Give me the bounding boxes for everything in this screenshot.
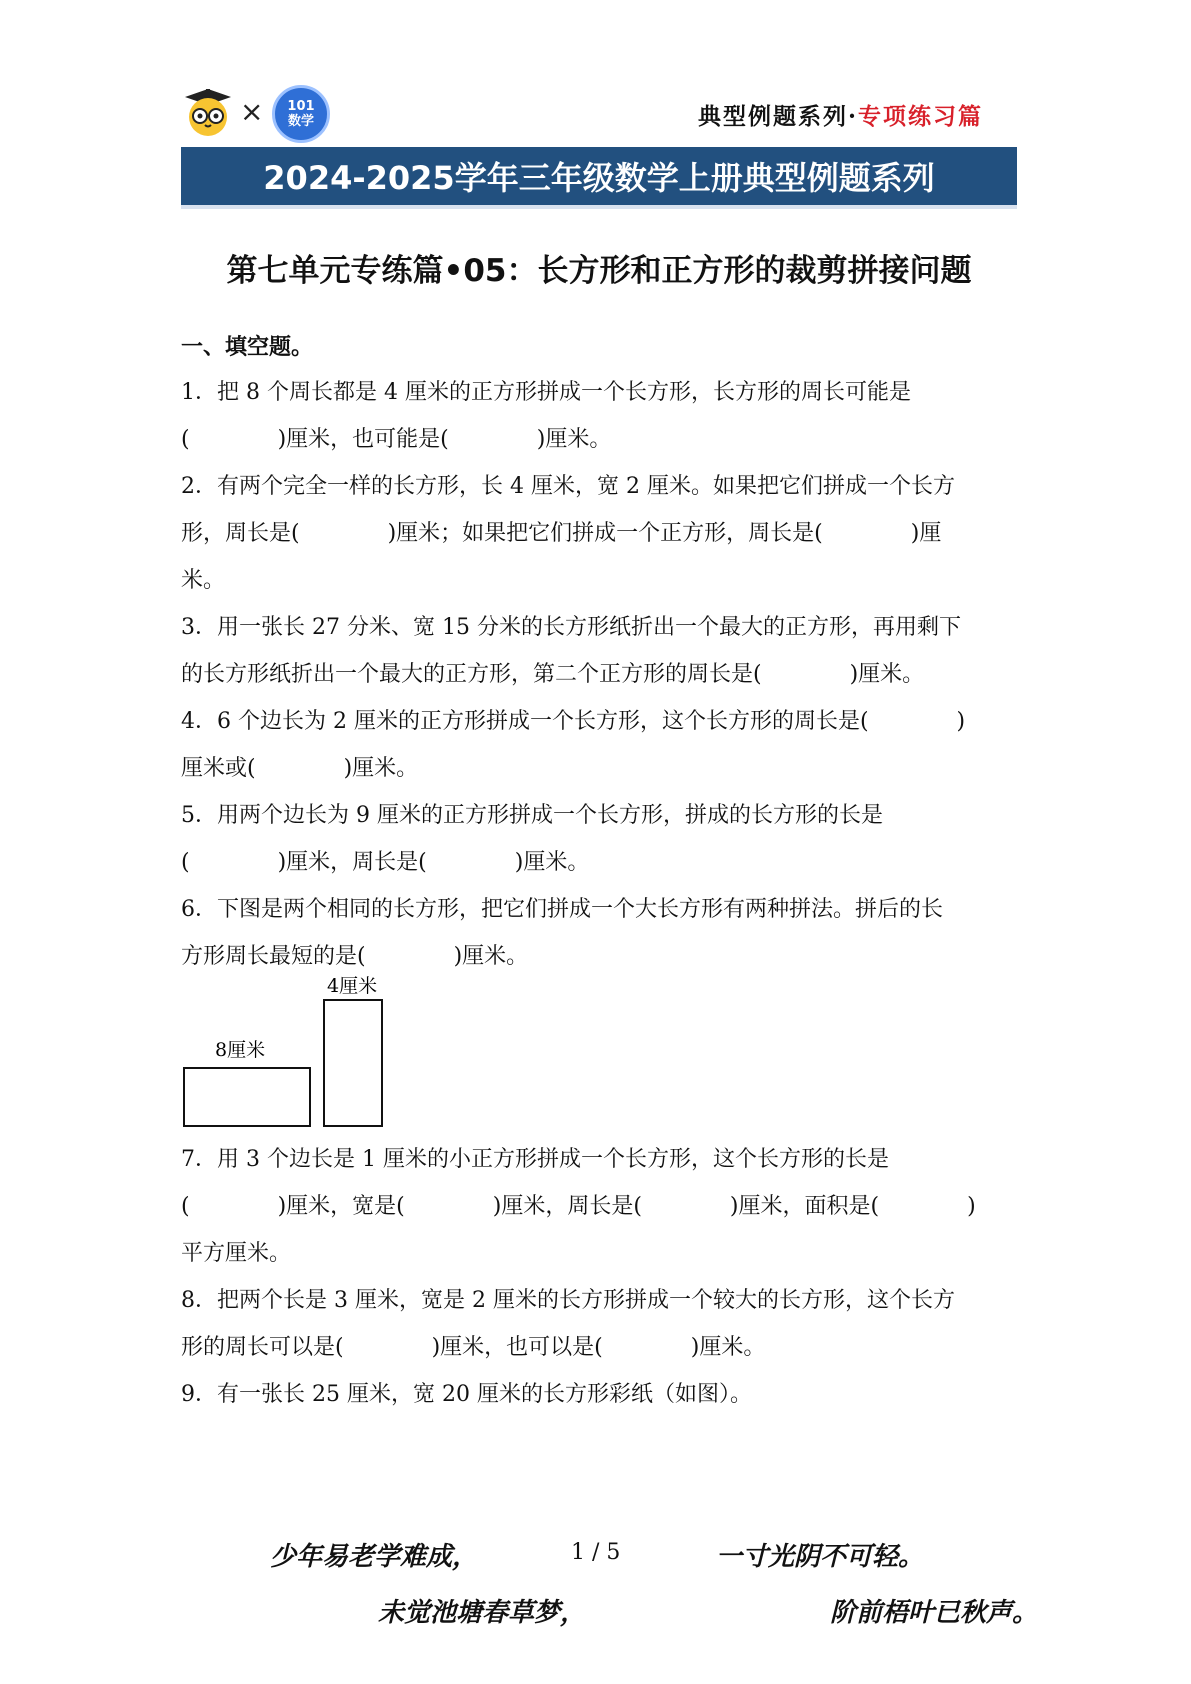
label-4cm: 4厘米	[327, 975, 378, 997]
series-dot: ·	[847, 103, 858, 130]
math101-logo-icon	[272, 85, 330, 143]
owl-logo-icon	[183, 87, 233, 137]
question-3-line-1: 3．用一张长 27 分米、宽 15 分米的长方形纸折出一个最大的正方形，再用剩下	[181, 615, 961, 640]
question-8-line-2: 形的周长可以是( )厘米，也可以是( )厘米。	[181, 1335, 766, 1360]
vertical-rectangle	[324, 1000, 382, 1126]
section-heading: 一、填空题。	[181, 335, 314, 360]
question-7-line-3: 平方厘米。	[181, 1241, 292, 1266]
series-left: 典型例题系列	[697, 103, 848, 130]
question-1-line-2: ( )厘米，也可能是( )厘米。	[181, 427, 612, 452]
question-5-line-1: 5．用两个边长为 9 厘米的正方形拼成一个长方形，拼成的长方形的长是	[181, 803, 883, 828]
question-7-line-1: 7．用 3 个边长是 1 厘米的小正方形拼成一个长方形，这个长方形的长是	[181, 1147, 889, 1172]
horizontal-rectangle	[184, 1068, 310, 1126]
math101-logo-text: 101 数学	[287, 99, 315, 129]
question-5-line-2: ( )厘米，周长是( )厘米。	[181, 850, 590, 875]
question-6-line-2: 方形周长最短的是( )厘米。	[181, 944, 529, 969]
question-8-line-1: 8．把两个长是 3 厘米，宽是 2 厘米的长方形拼成一个较大的长方形，这个长方	[181, 1288, 955, 1313]
question-4-line-2: 厘米或( )厘米。	[181, 756, 419, 781]
question-7-line-2: ( )厘米，宽是( )厘米，周长是( )厘米，面积是( )	[181, 1194, 976, 1219]
question-2-line-1: 2．有两个完全一样的长方形，长 4 厘米，宽 2 厘米。如果把它们拼成一个长方	[181, 474, 955, 499]
question-6-line-1: 6．下图是两个相同的长方形，把它们拼成一个大长方形有两种拼法。拼后的长	[181, 897, 943, 922]
rectangles-figure	[181, 975, 401, 1144]
label-8cm: 8厘米	[215, 1039, 266, 1061]
poem-line-1: 少年易老学难成，	[270, 1542, 479, 1572]
poem-line-2: 一寸光阴不可轻。	[716, 1542, 925, 1572]
banner-title: 2024-2025学年三年级数学上册典型例题系列	[263, 159, 935, 197]
header-banner	[181, 147, 1017, 209]
question-4-line-1: 4．6 个边长为 2 厘米的正方形拼成一个长方形，这个长方形的周长是( )	[181, 709, 966, 734]
question-2-line-2: 形，周长是( )厘米；如果把它们拼成一个正方形，周长是( )厘	[181, 521, 942, 546]
logo-separator: ×	[240, 95, 264, 128]
page-number: 1 / 5	[571, 1540, 621, 1565]
question-2-line-3: 米。	[181, 568, 226, 593]
question-1-line-1: 1．把 8 个周长都是 4 厘米的正方形拼成一个长方形，长方形的周长可能是	[181, 380, 911, 405]
poem-line-3: 未觉池塘春草梦，	[378, 1598, 587, 1628]
question-9-line-1: 9．有一张长 25 厘米，宽 20 厘米的长方形彩纸（如图）。	[181, 1382, 752, 1407]
question-3-line-2: 的长方形纸折出一个最大的正方形，第二个正方形的周长是( )厘米。	[181, 662, 925, 687]
page-title: 第七单元专练篇•05：长方形和正方形的裁剪拼接问题	[226, 253, 972, 289]
series-label	[698, 98, 983, 131]
series-right: 专项练习篇	[858, 103, 983, 130]
poem-line-4: 阶前梧叶已秋声。	[830, 1598, 1039, 1628]
